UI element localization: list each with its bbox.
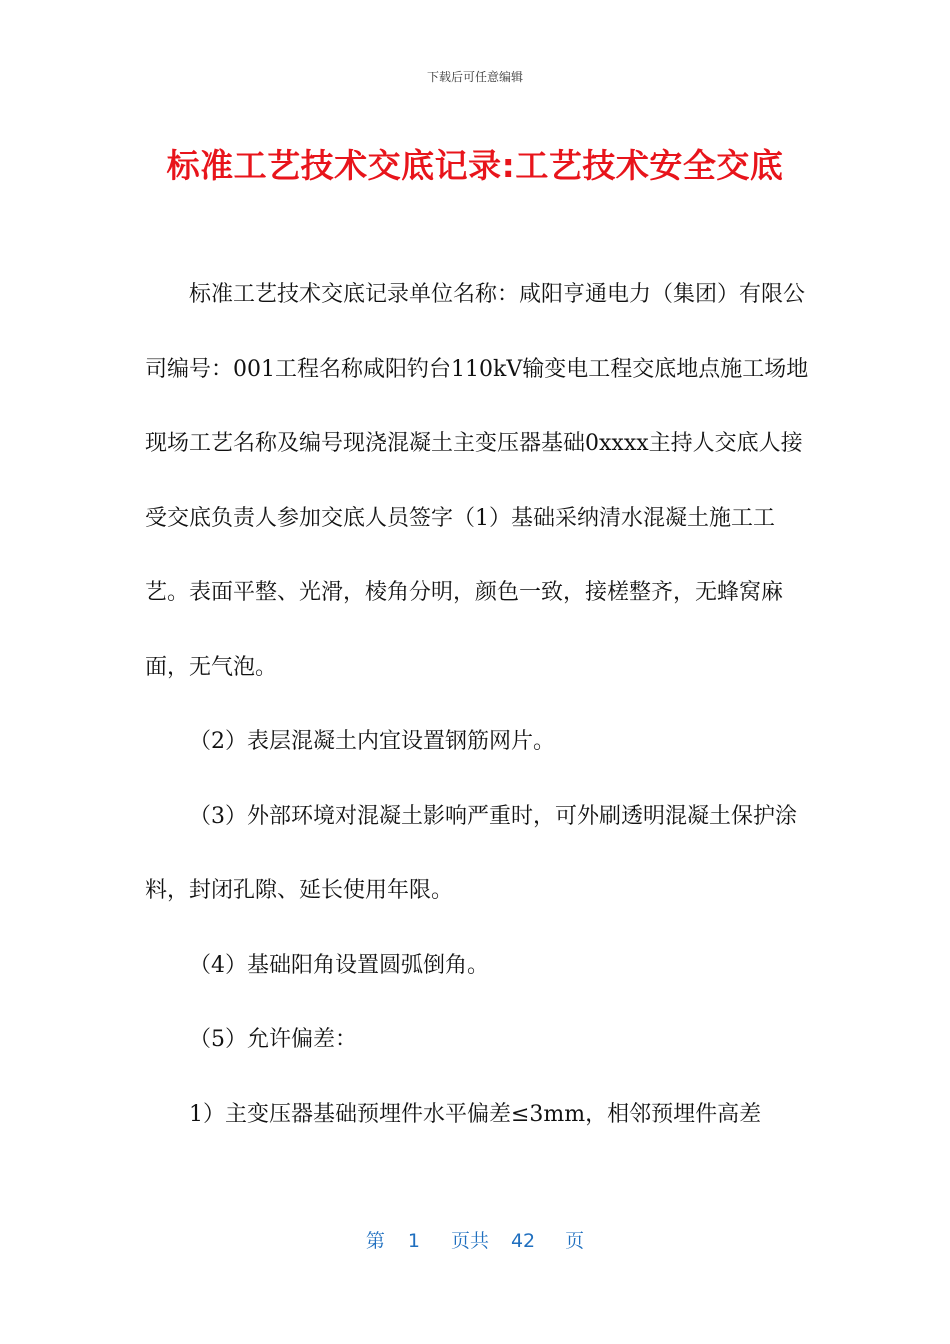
paragraph-5: （5）允许偏差： [189,1027,357,1052]
footer-suffix: 页 [565,1230,585,1252]
footer-prefix: 第 [365,1230,385,1252]
footer-middle: 页共 [450,1230,489,1252]
footer-page-number: 1 [407,1230,420,1252]
paragraph-3: （3）外部环境对混凝土影响严重时，可外刷透明混凝土保护涂料，封闭孔隙、延长使用年限。 [145,803,797,903]
paragraph-4: （4）基础阳角设置圆弧倒角。 [189,952,489,978]
paragraph-1: 标准工艺技术交底记录单位名称：咸阳亨通电力（集团）有限公司编号：001工程名称咸阳钓台110kV输变电工程交底地点施工场地现场工艺名称及编号现浇混凝土主变压器基础0xxxx主持人交底人接受交底负责人参加交底人员签字（1）基础采纳清水混凝土施工工艺。表面平整、光滑，棱角分明，颜色一致，接槎整齐，无蜂窝麻面，无气泡。 [145,282,809,680]
header-note: 下载后可任意编辑 [426,70,523,84]
paragraph-6: 1）主变压器基础预埋件水平偏差≤3mm，相邻预埋件高差 [189,1101,762,1127]
document-title: 标准工艺技术交底记录:工艺技术安全交底 [166,146,784,185]
page-footer [0,1226,950,1253]
paragraph-2: （2）表层混凝土内宜设置钢筋网片。 [189,729,555,754]
document-body [145,258,815,1152]
footer-total-pages: 42 [510,1230,536,1252]
